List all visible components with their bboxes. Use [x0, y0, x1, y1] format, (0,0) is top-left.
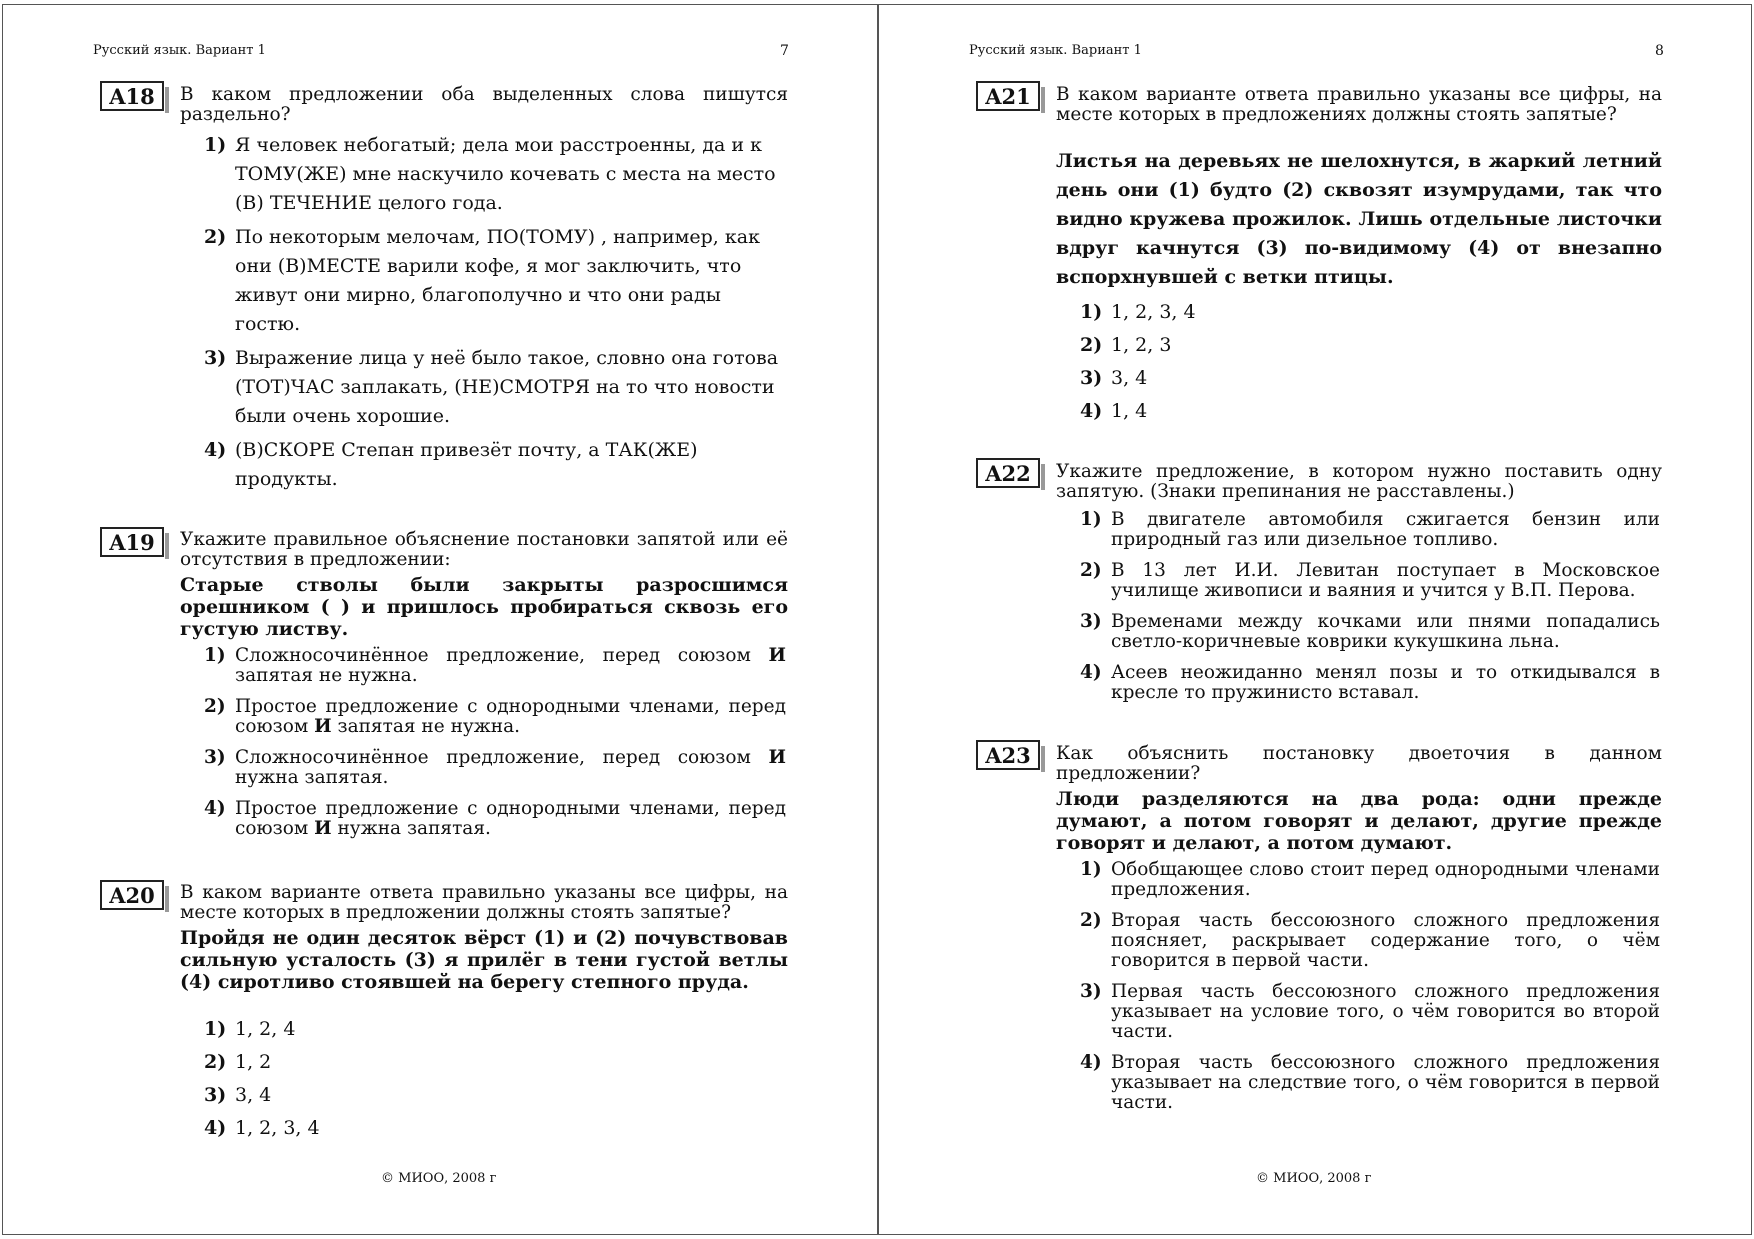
page-number: 7 — [780, 43, 789, 59]
option[interactable]: 3) Выражение лица у неё было такое, словно она готова (ТОТ)ЧАС заплакать, (НЕ)СМОТРЯ на то что новости были очень хорошие. — [204, 347, 779, 427]
option[interactable]: 3) 3, 4 — [1080, 367, 1148, 389]
task-question: Как объяснить постановку двоеточия в данном предложении? — [1056, 743, 1662, 784]
option[interactable]: 1) Сложносочинённое предложение, перед союзом И запятая не нужна. — [204, 645, 786, 686]
task-label: A18 — [100, 81, 164, 111]
page-number: 8 — [1655, 43, 1664, 59]
option[interactable]: 2) По некоторым мелочам, ПО(ТОМУ) , например, как они (В)МЕСТЕ варили кофе, я мог заключить, что живут они мирно, благополучно и что они рады гостю. — [204, 226, 760, 335]
task-question: В каком предложении оба выделенных слова пишутся раздельно? — [180, 84, 788, 125]
page-footer: © МИОО, 2008 г — [1256, 1171, 1372, 1186]
option[interactable]: 2) Вторая часть бессоюзного сложного предложения поясняет, раскрывает содержание того, о чём говорится в первой части. — [1080, 910, 1660, 971]
option[interactable]: 3) Временами между кочками или пнями попадались светло-коричневые коврики кукушкина льна. — [1080, 611, 1660, 652]
task-statement: Листья на деревьях не шелохнутся, в жаркий летний день они (1) будто (2) сквозят изумрудами, так что видно кружева прожилок. Лишь отдельные листочки вдруг качнутся (3) по-видимому (4) от внезапно вспорхнувшей с ветки птицы. — [1056, 150, 1662, 288]
options-list — [204, 1018, 786, 1150]
option[interactable]: 2) Простое предложение с однородными членами, перед союзом И запятая не нужна. — [204, 696, 786, 737]
option[interactable]: 1) В двигателе автомобиля сжигается бензин или природный газ или дизельное топливо. — [1080, 509, 1660, 550]
option[interactable]: 2) 1, 2, 3 — [1080, 334, 1172, 356]
option[interactable]: 1) Я человек небогатый; дела мои расстроенны, да и к ТОМУ(ЖЕ) мне наскучило кочевать с места на место (В) ТЕЧЕНИЕ целого года. — [204, 134, 776, 214]
option[interactable]: 3) 3, 4 — [204, 1084, 272, 1106]
right-page — [878, 4, 1752, 1235]
task-label: A19 — [100, 527, 164, 557]
page-header: Русский язык. Вариант 1 — [93, 43, 266, 58]
option[interactable]: 2) 1, 2 — [204, 1051, 272, 1073]
option[interactable]: 2) В 13 лет И.И. Левитан поступает в Московское училище живописи и ваяния и учится у В.П. Перова. — [1080, 560, 1660, 601]
task-label: A22 — [976, 458, 1040, 488]
option[interactable]: 4) Простое предложение с однородными членами, перед союзом И нужна запятая. — [204, 798, 786, 839]
task-statement: Старые стволы были закрыты разросшимся орешником ( ) и пришлось пробираться сквозь его густую листву. — [180, 574, 788, 640]
page-footer: © МИОО, 2008 г — [381, 1171, 497, 1186]
options-list — [204, 646, 786, 850]
task-label: A21 — [976, 81, 1040, 111]
task-question: В каком варианте ответа правильно указаны все цифры, на месте которых в предложении должны стоять запятые? — [180, 882, 788, 923]
options-list — [1080, 301, 1660, 433]
option[interactable]: 4) Вторая часть бессоюзного сложного предложения указывает на следствие того, о чём говорится в первой части. — [1080, 1052, 1660, 1113]
task-question: Укажите предложение, в котором нужно поставить одну запятую. (Знаки препинания не расставлены.) — [1056, 461, 1662, 502]
option[interactable]: 1) 1, 2, 4 — [204, 1018, 296, 1040]
task-statement: Люди разделяются на два рода: одни прежде думают, а потом говорят и делают, другие прежде говорят и делают, а потом думают. — [1056, 788, 1662, 854]
option[interactable]: 3) Первая часть бессоюзного сложного предложения указывает на условие того, о чём говорится во второй части. — [1080, 981, 1660, 1042]
option[interactable]: 4) 1, 4 — [1080, 400, 1148, 422]
task-label: A20 — [100, 880, 164, 910]
task-question: Укажите правильное объяснение постановки запятой или её отсутствия в предложении: — [180, 529, 788, 570]
options-list — [204, 131, 786, 499]
task-statement: Пройдя не один десяток вёрст (1) и (2) почувствовав сильную усталость (3) я прилёг в тени густой ветлы (4) сиротливо стоявшей на берегу степного пруда. — [180, 927, 788, 993]
task-label: A23 — [976, 740, 1040, 770]
page-header: Русский язык. Вариант 1 — [969, 43, 1142, 58]
option[interactable]: 4) 1, 2, 3, 4 — [204, 1117, 320, 1139]
left-page — [2, 4, 878, 1235]
options-list — [1080, 510, 1660, 714]
option[interactable]: 4) (В)СКОРЕ Степан привезёт почту, а ТАК(ЖЕ) продукты. — [204, 439, 698, 490]
option[interactable]: 3) Сложносочинённое предложение, перед союзом И нужна запятая. — [204, 747, 786, 788]
option[interactable]: 1) 1, 2, 3, 4 — [1080, 301, 1196, 323]
option[interactable]: 1) Обобщающее слово стоит перед однородными членами предложения. — [1080, 859, 1660, 900]
options-list — [1080, 860, 1660, 1124]
option[interactable]: 4) Асеев неожиданно менял позы и то откидывался в кресле то пружинисто вставал. — [1080, 662, 1660, 703]
task-question: В каком варианте ответа правильно указаны все цифры, на месте которых в предложениях должны стоять запятые? — [1056, 84, 1662, 125]
